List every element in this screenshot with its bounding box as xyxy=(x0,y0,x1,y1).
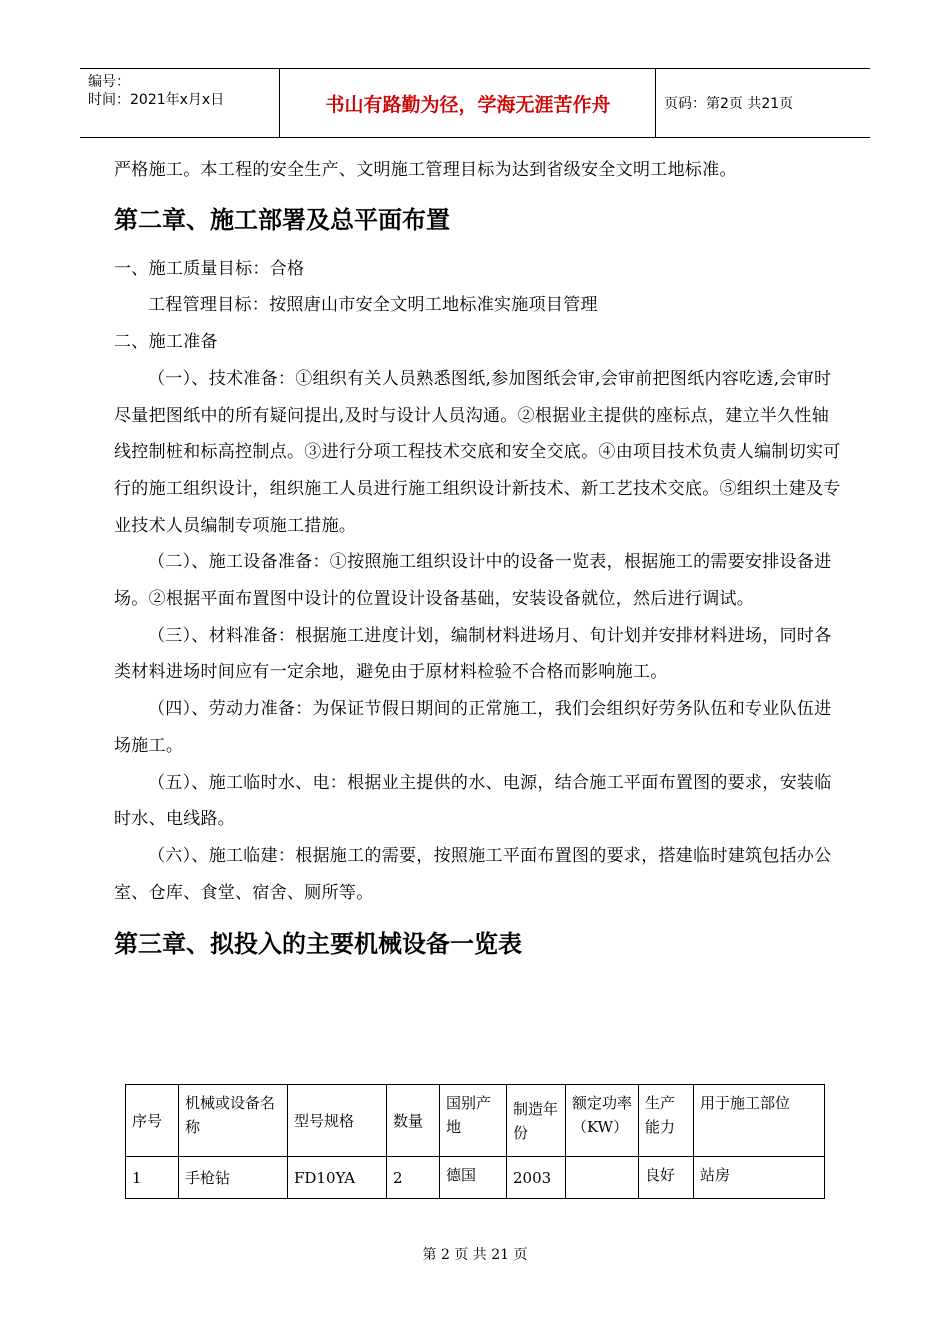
header-capacity: 生产能力 xyxy=(639,1085,694,1157)
page-footer: 第 2 页 共 21 页 xyxy=(422,1247,528,1263)
prep-labor: （四）、劳动力准备：为保证节假日期间的正常施工，我们会组织好劳务队伍和专业队伍进场施工。 xyxy=(114,699,832,756)
cell-seq: 1 xyxy=(126,1157,179,1199)
header-seq: 序号 xyxy=(126,1085,179,1157)
prep-technical: （一）、技术准备：①组织有关人员熟悉图纸,参加图纸会审,会审前把图纸内容吃透,会审时尽量把图纸中的所有疑问提出,及时与设计人员沟通。②根据业主提供的座标点，建立半久性轴线控制桩和标高控制点。③进行分项工程技术交底和安全交底。④由项目技术负责人编制切实可行的施工组织设计，组织施工人员进行施工组织设计新技术、新工艺技术交底。⑤组织土建及专业技术人员编制专项施工措施。 xyxy=(114,368,841,536)
management-goal: 工程管理目标：按照唐山市安全文明工地标准实施项目管理 xyxy=(148,295,598,316)
prep-utilities: （五）、施工临时水、电：根据业主提供的水、电源，结合施工平面布置图的要求，安装临时水、电线路。 xyxy=(114,772,832,830)
cell-year: 2003 xyxy=(507,1157,566,1199)
header-origin: 国别产地 xyxy=(440,1085,507,1157)
prep-materials: （三）、材料准备：根据施工进度计划，编制材料进场月、旬计划并安排材料进场，同时各类材料进场时间应有一定余地，避免由于原材料检验不合格而影响施工。 xyxy=(114,625,832,683)
cell-capacity: 良好 xyxy=(639,1157,694,1199)
cell-name: 手枪钻 xyxy=(179,1157,288,1199)
header-power: 额定功率（KW） xyxy=(566,1085,639,1157)
page-header xyxy=(80,68,870,138)
intro-paragraph: 严格施工。本工程的安全生产、文明施工管理目标为达到省级安全文明工地标准。 xyxy=(114,160,737,180)
prep-temporary-buildings: （六）、施工临建：根据施工的需要，按照施工平面布置图的要求，搭建临时建筑包括办公室、仓库、食堂、宿舍、厕所等。 xyxy=(114,845,832,903)
header-number-label: 编号： xyxy=(88,74,130,90)
cell-power xyxy=(566,1157,639,1199)
document-body xyxy=(114,152,844,975)
cell-model: FD10YA xyxy=(288,1157,387,1199)
cell-qty: 2 xyxy=(387,1157,440,1199)
quality-goal: 一、施工质量目标：合格 xyxy=(114,258,305,279)
header-name: 机械或设备名称 xyxy=(179,1085,288,1157)
cell-origin: 德国 xyxy=(440,1157,507,1199)
header-motto: 书山有路勤为径，学海无涯苦作舟 xyxy=(281,69,656,137)
chapter-3-title: 第三章、拟投入的主要机械设备一览表 xyxy=(114,930,522,959)
header-year: 制造年份 xyxy=(507,1085,566,1157)
prep-equipment: （二）、施工设备准备：①按照施工组织设计中的设备一览表，根据施工的需要安排设备进场。②根据平面布置图中设计的位置设计设备基础，安装设备就位，然后进行调试。 xyxy=(114,552,832,610)
header-time-label: 时间：2021年x月x日 xyxy=(88,92,225,108)
equipment-table xyxy=(125,1084,825,1199)
header-page-info: 页码：第2页 共21页 xyxy=(664,96,794,112)
chapter-2-title: 第二章、施工部署及总平面布置 xyxy=(114,205,450,234)
header-qty: 数量 xyxy=(387,1085,440,1157)
cell-usage: 站房 xyxy=(694,1157,825,1199)
prep-title: 二、施工准备 xyxy=(114,332,218,353)
table-row xyxy=(126,1157,825,1199)
header-meta xyxy=(80,69,280,137)
table-header-row xyxy=(126,1085,825,1157)
header-usage: 用于施工部位 xyxy=(694,1085,825,1157)
header-model: 型号规格 xyxy=(288,1085,387,1157)
